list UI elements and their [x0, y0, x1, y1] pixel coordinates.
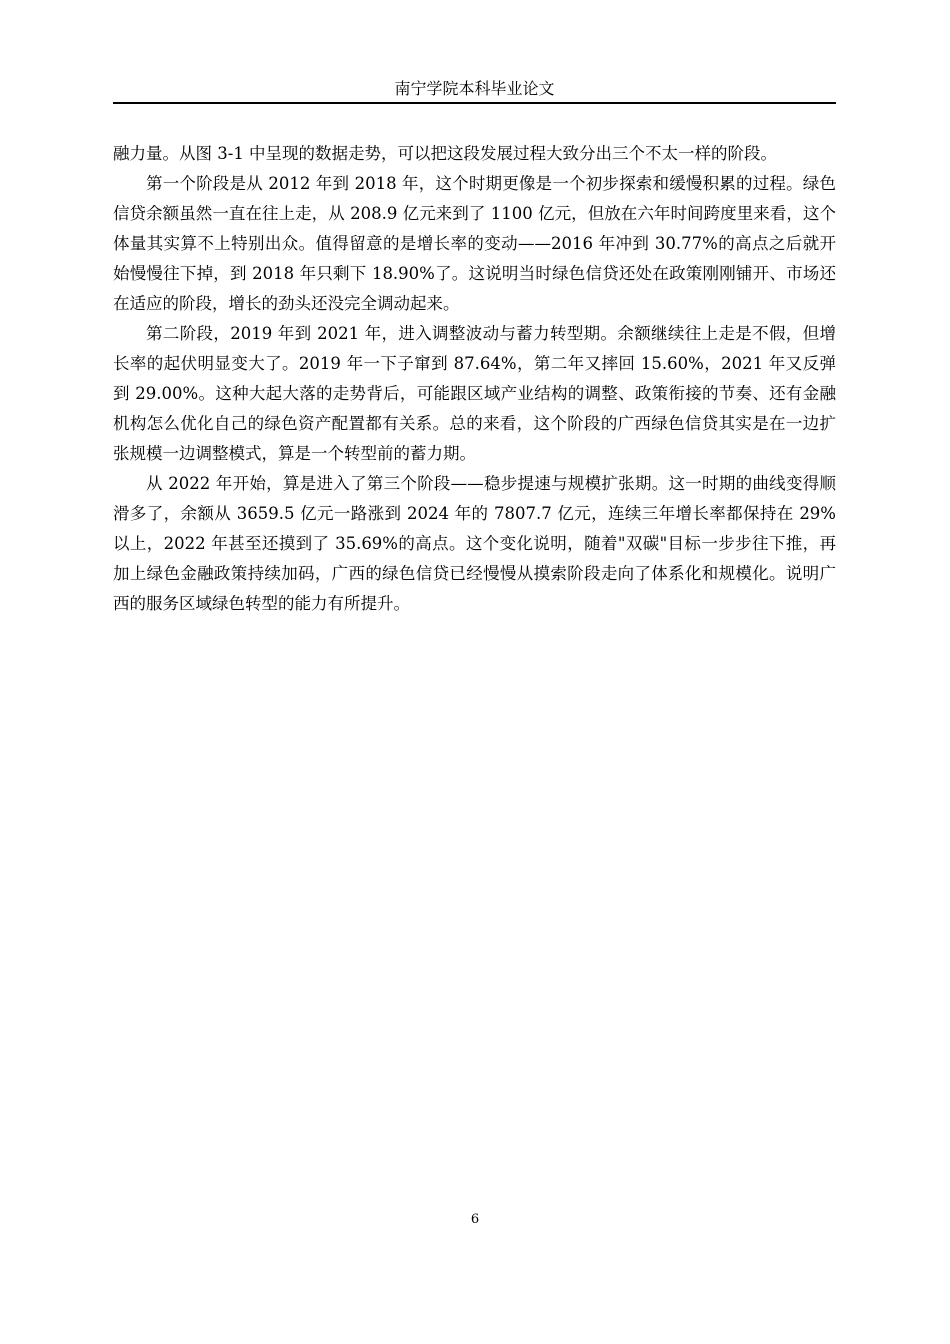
- header-rule: [113, 102, 836, 104]
- page-number: 6: [470, 1212, 480, 1227]
- page-header: 南宁学院本科毕业论文: [394, 79, 555, 98]
- paragraph-stage-two: 第二阶段，2019 年到 2021 年，进入调整波动与蓄力转型期。余额继续往上走是不假，但增长率的起伏明显变大了。2019 年一下子窜到 87.64%，第二年又摔回 15.60%，2021 年又反弹到 29.00%。这种大起大落的走势背后，可能跟区域产业结构的调整、政策衔接的节奏、还有金融机构怎么优化自己的绿色资产配置都有关系。总的来看，这个阶段的广西绿色信贷其实是在一边扩张规模一边调整模式，算是一个转型前的蓄力期。: [113, 324, 836, 463]
- paragraph-continuation: 融力量。从图 3-1 中呈现的数据走势，可以把这段发展过程大致分出三个不太一样的阶段。: [113, 144, 778, 163]
- body-text: [113, 139, 836, 619]
- paragraph-stage-three: 从 2022 年开始，算是进入了第三个阶段——稳步提速与规模扩张期。这一时期的曲线变得顺滑多了，余额从 3659.5 亿元一路涨到 2024 年的 7807.7 亿元，连续三年增长率都保持在 29%以上，2022 年甚至还摸到了 35.69%的高点。这个变化说明，随着"双碳"目标一步步往下推，再加上绿色金融政策持续加码，广西的绿色信贷已经慢慢从摸索阶段走向了体系化和规模化。说明广西的服务区域绿色转型的能力有所提升。: [113, 474, 836, 613]
- paragraph-stage-one: 第一个阶段是从 2012 年到 2018 年，这个时期更像是一个初步探索和缓慢积累的过程。绿色信贷余额虽然一直在往上走，从 208.9 亿元来到了 1100 亿元，但放在六年时间跨度里来看，这个体量其实算不上特别出众。值得留意的是增长率的变动——2016 年冲到 30.77%的高点之后就开始慢慢往下掉，到 2018 年只剩下 18.90%了。这说明当时绿色信贷还处在政策刚刚铺开、市场还在适应的阶段，增长的劲头还没完全调动起来。: [113, 174, 836, 313]
